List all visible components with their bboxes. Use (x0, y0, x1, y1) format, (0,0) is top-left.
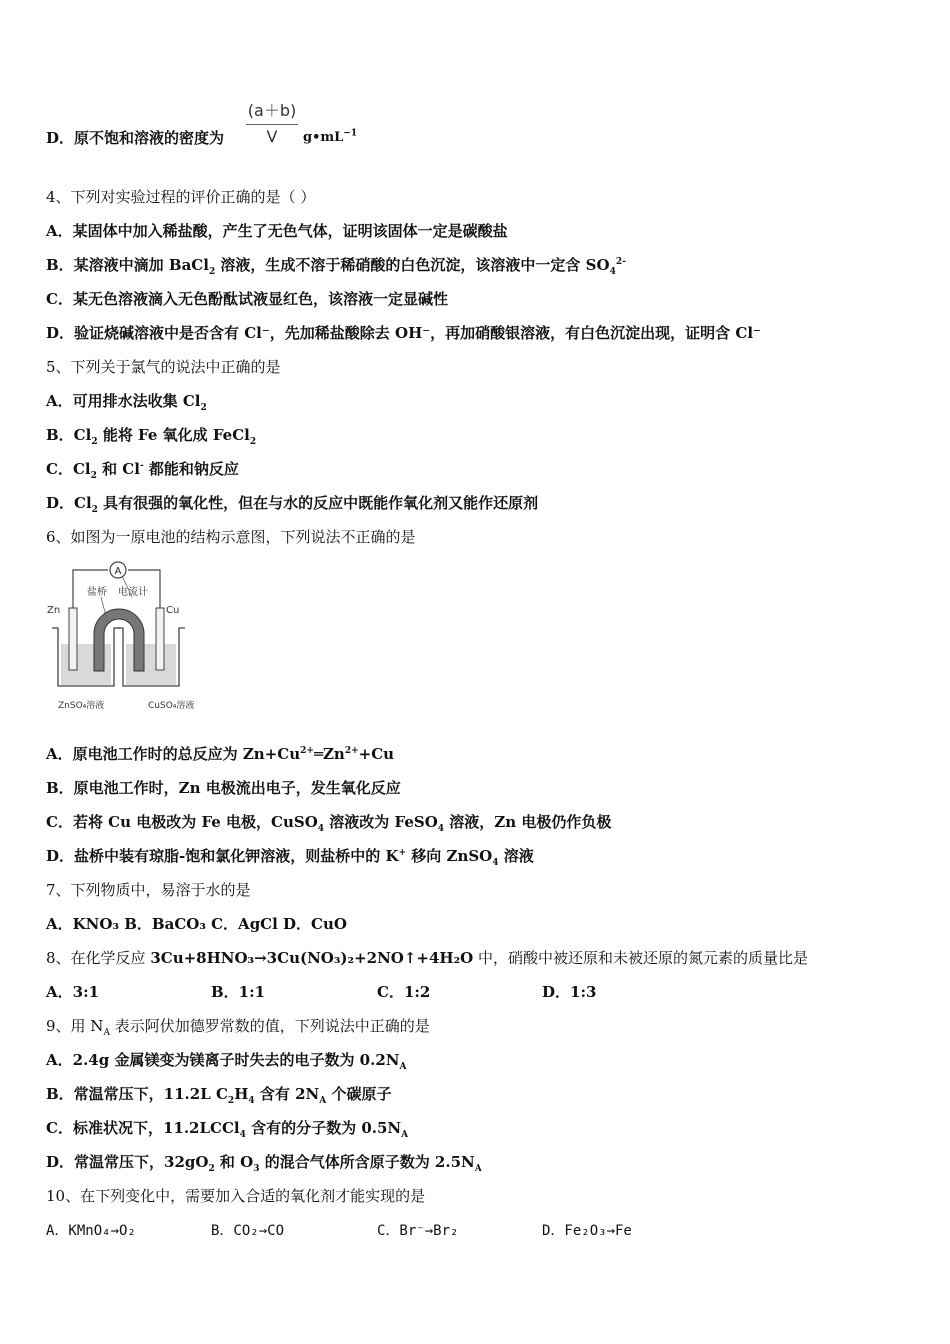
galvanic-cell-diagram (44, 556, 219, 718)
znso4-label: ZnSO₄溶液 (58, 701, 105, 711)
cuso4-label: CuSO₄溶液 (148, 701, 195, 711)
q8-option-b[interactable]: B．1:1 (211, 983, 266, 1001)
q3d-prefix: D．原不饱和溶液的密度为 (46, 129, 225, 147)
q10-option-a[interactable]: A．KMnO₄→O₂ (46, 1223, 136, 1239)
q10-option-b[interactable]: B．CO₂→CO (211, 1223, 285, 1239)
q8-stem: 8、在化学反应 3Cu+8HNO₃→3Cu(NO₃)₂+2NO↑+4H₂O 中，硝酸中被还原和未被还原的氮元素的质量比是 (46, 949, 809, 967)
fraction-denominator: V (266, 127, 278, 146)
q9-option-d[interactable]: D．常温常压下，$32gO_2$ 和 $O_3$ 的混合气体所含原子数为 $2.5N_A$ (46, 1153, 482, 1174)
q9-option-a[interactable]: A．2.4g 金属镁变为镁离子时失去的电子数为 $0.2N_A$ (46, 1051, 407, 1072)
cu-label: Cu (166, 605, 180, 616)
q4-option-d[interactable]: D．验证烧碱溶液中是否含有 Cl⁻，先加稀盐酸除去 OH⁻，再加硝酸银溶液，有白色沉淀出现，证明含 Cl⁻ (46, 324, 761, 342)
q5-option-a[interactable]: A．可用排水法收集 $Cl_2$ (46, 392, 207, 413)
density-unit: $g•mL^{-1}$ (303, 128, 358, 145)
q4-stem: 4、下列对实验过程的评价正确的是（ ） (46, 188, 316, 206)
density-fraction (244, 98, 300, 146)
q4-option-b[interactable]: B．某溶液中滴加 BaCl$_2$ 溶液，生成不溶于稀硝酸的白色沉淀，该溶液中一定含 $SO_4^{2-}$ (46, 256, 626, 277)
q10-option-c[interactable]: C．Br⁻→Br₂ (377, 1223, 459, 1239)
q6-option-b[interactable]: B．原电池工作时，Zn 电极流出电子，发生氧化反应 (46, 779, 401, 797)
galvanometer-label: 电流计 (118, 587, 148, 598)
q8-option-a[interactable]: A．3:1 (46, 983, 100, 1001)
q6-option-a[interactable]: A．原电池工作时的总反应为 $Zn+Cu^{2+}═Zn^{2+}+Cu$ (46, 745, 395, 763)
fraction-numerator: (a＋b) (247, 101, 297, 120)
q4-option-a[interactable]: A．某固体中加入稀盐酸，产生了无色气体，证明该固体一定是碳酸盐 (46, 222, 508, 240)
q5-option-d[interactable]: D．$Cl_2$ 具有很强的氧化性，但在与水的反应中既能作氧化剂又能作还原剂 (46, 494, 539, 515)
q9-option-c[interactable]: C．标准状况下，11.2LCCl$_4$ 含有的分子数为 $0.5N_A$ (46, 1119, 409, 1140)
q3-option-d[interactable] (46, 128, 224, 148)
zn-label: Zn (47, 605, 61, 616)
ammeter-label: A (114, 566, 122, 577)
q7-stem: 7、下列物质中，易溶于水的是 (46, 881, 251, 899)
q6-option-d[interactable]: D．盐桥中装有琼脂-饱和氯化钾溶液，则盐桥中的 K+ 移向 ZnSO$_4$ 溶液 (46, 847, 534, 868)
q8-option-d[interactable]: D．1:3 (542, 983, 597, 1001)
q6-stem: 6、如图为一原电池的结构示意图，下列说法不正确的是 (46, 528, 416, 546)
q8-equation: 3Cu+8HNO₃→3Cu(NO₃)₂+2NO↑+4H₂O (150, 949, 474, 967)
cu-electrode (156, 608, 164, 670)
q10-option-d[interactable]: D．Fe₂O₃→Fe (542, 1223, 632, 1239)
q5-option-b[interactable]: B．$Cl_2$ 能将 Fe 氧化成 FeCl$_2$ (46, 426, 257, 447)
q9-stem: 9、用 $N_A$ 表示阿伏加德罗常数的值，下列说法中正确的是 (46, 1017, 430, 1038)
salt-bridge (94, 609, 144, 671)
q7-options[interactable]: A．KNO₃ B．BaCO₃ C．AgCl D．CuO (46, 915, 347, 933)
q5-stem: 5、下列关于氯气的说法中正确的是 (46, 358, 281, 376)
q10-stem: 10、在下列变化中，需要加入合适的氧化剂才能实现的是 (46, 1187, 426, 1205)
zn-electrode (69, 608, 77, 670)
salt-bridge-label: 盐桥 (87, 587, 107, 598)
q4-option-c[interactable]: C．某无色溶液滴入无色酚酞试液显红色，该溶液一定显碱性 (46, 290, 448, 308)
q5-option-c[interactable]: C．$Cl_2$ 和 Cl- 都能和钠反应 (46, 460, 239, 481)
q9-option-b[interactable]: B．常温常压下，11.2L $C_2H_4$ 含有 $2N_A$ 个碳原子 (46, 1085, 392, 1106)
q6-option-c[interactable]: C．若将 Cu 电极改为 Fe 电极，CuSO$_4$ 溶液改为 FeSO$_4$ 溶液，Zn 电极仍作负极 (46, 813, 612, 834)
q8-option-c[interactable]: C．1:2 (377, 983, 431, 1001)
